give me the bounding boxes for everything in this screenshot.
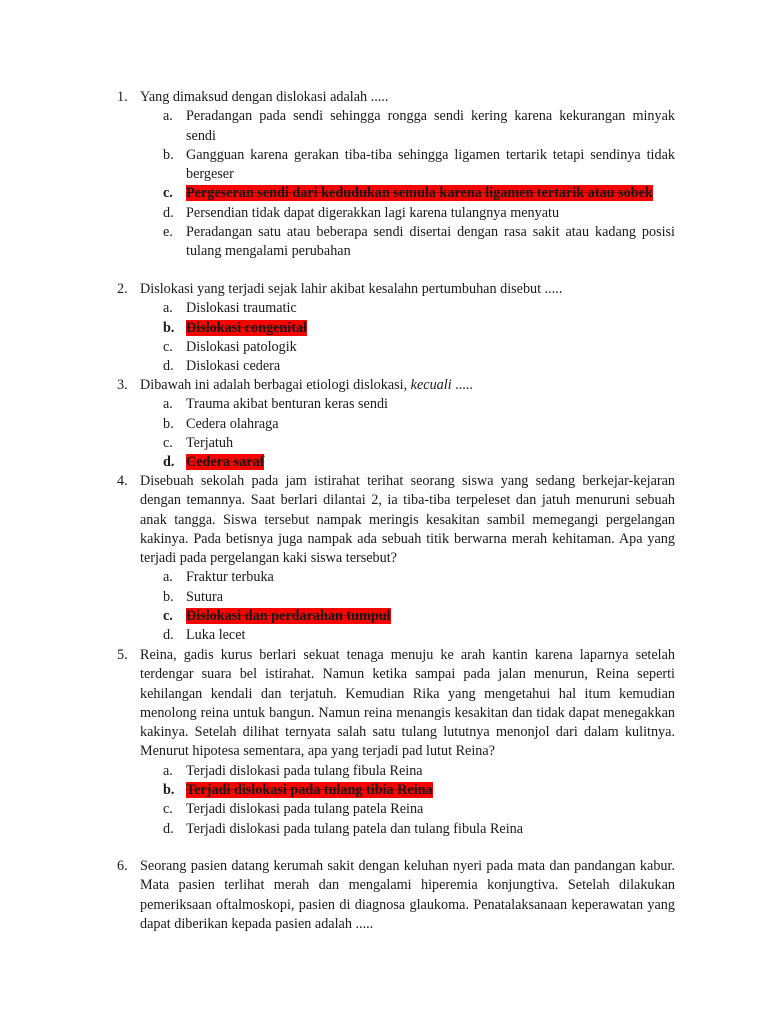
option-letter: a.: [163, 300, 173, 317]
highlighted-answer-text: Cedera saraf: [186, 454, 265, 471]
answer-option-correct: [163, 453, 675, 472]
question-number: 2.: [117, 281, 128, 297]
option-letter: c.: [163, 801, 173, 818]
option-letter: b.: [163, 319, 175, 336]
question-text: [140, 280, 675, 299]
option-letter: d.: [163, 204, 174, 221]
option-letter: d.: [163, 358, 174, 375]
answer-options: [117, 762, 675, 839]
option-letter: a.: [163, 108, 173, 125]
question-text: [140, 376, 675, 395]
question-number: 3.: [117, 377, 128, 393]
question-text-main: Disebuah sekolah pada jam istirahat terihat seorang siswa yang sedang berkejar-kejaran dengan temannya. Saat berlari dilantai 2, ia tiba-tiba terpeleset dan jatuh menuruni sebuah anak tangga. Siswa tersebut nampak meringis kesakitan sambil memegangi pergelangan kakinya. Pada betisnya juga nampak ada sebuah titik berwarna merah kehitaman. Apa yang terjadi pada pergelangan kaki siswa tersebut?: [140, 473, 675, 567]
option-text: Persendian tidak dapat digerakkan lagi karena tulangnya menyatu: [186, 204, 560, 221]
option-letter: a.: [163, 762, 173, 779]
option-letter: d.: [163, 454, 175, 471]
option-text: Fraktur terbuka: [186, 569, 274, 586]
answer-option: [163, 626, 675, 645]
answer-option: [163, 588, 675, 607]
question-text-main: Seorang pasien datang kerumah sakit dengan keluhan nyeri pada mata dan pandangan kabur. Mata pasien terlihat merah dan mengalami hiperemia konjungtiva. Setelah dilakukan pemeriksaan oftalmoskopi, pasien di diagnosa glaukoma. Penatalaksanaan keperawatan yang dapat diberikan kepada pasien adalah .....: [140, 858, 675, 932]
answer-option: [163, 762, 675, 781]
answer-option-correct: [163, 319, 675, 338]
highlighted-answer-text: Dislokasi dan perdarahan tumpul: [186, 608, 391, 625]
question-text: [140, 472, 675, 568]
option-letter: a.: [163, 569, 173, 586]
option-letter: c.: [163, 338, 173, 355]
question-3: [117, 376, 675, 472]
answer-option-correct: [163, 184, 675, 203]
question-number: 6.: [117, 858, 128, 874]
question-1: [117, 88, 675, 262]
question-text-main: Reina, gadis kurus berlari sekuat tenaga menuju ke arah kantin karena laparnya setelah terdengar suara bel istirahat. Namun ketika sampai pada jalan menurun, Reina seperti kehilangan kendali dan terjatuh. Kemudian Rika yang mengetahui hal itum kemudian menolong reina untuk bangun. Namun reina menangis kesakitan dan tidak dapat menegakkan kakinya. Setelah dilihat ternyata salah satu tulang lututnya menonjol dari dalam kulitnya. Menurut hipotesa sementara, apa yang terjadi pad lutut Reina?: [140, 647, 675, 760]
option-text: Terjatuh: [186, 434, 234, 451]
highlighted-answer-text: Terjadi dislokasi pada tulang tibia Reina: [186, 782, 433, 799]
answer-option: [163, 338, 675, 357]
option-text: Dislokasi patologik: [186, 338, 297, 355]
answer-option: [163, 357, 675, 376]
option-letter: c.: [163, 434, 173, 451]
question-text-main: Dibawah ini adalah berbagai etiologi dislokasi,: [140, 377, 411, 393]
option-text: Peradangan satu atau beberapa sendi disertai dengan rasa sakit atau kadang posisi tulang mengalami perubahan: [186, 224, 675, 260]
option-letter: b.: [163, 588, 174, 605]
answer-option: [163, 820, 675, 839]
option-letter: c.: [163, 185, 173, 202]
option-letter: b.: [163, 146, 174, 163]
answer-option: [163, 146, 675, 185]
answer-options: [117, 299, 675, 376]
question-text: [140, 857, 675, 934]
question-number: 5.: [117, 647, 128, 663]
option-letter: e.: [163, 224, 173, 241]
answer-option: [163, 415, 675, 434]
question-text-main: Dislokasi yang terjadi sejak lahir akibat kesalahn pertumbuhan disebut .....: [140, 281, 563, 297]
option-text: Dislokasi cedera: [186, 358, 281, 375]
highlighted-answer-text: Pergeseran sendi dari kedudukan semula karena ligamen tertarik atau sobek: [186, 185, 653, 202]
option-text: Gangguan karena gerakan tiba-tiba sehingga ligamen tertarik tetapi sendinya tidak bergeser: [186, 146, 675, 183]
answer-option-correct: [163, 781, 675, 800]
answer-option: [163, 800, 675, 819]
question-2: [117, 280, 675, 376]
question-text-emphasis: kecuali: [410, 377, 452, 393]
question-6: [117, 857, 675, 934]
question-text-tail: .....: [451, 377, 473, 393]
answer-options: [117, 107, 675, 261]
answer-option: [163, 204, 675, 223]
answer-options: [117, 395, 675, 472]
highlighted-answer-text: Dislokasi congenital: [186, 319, 308, 336]
option-text: Terjadi dislokasi pada tulang patela dan tulang fibula Reina: [186, 820, 524, 837]
option-text: Terjadi dislokasi pada tulang patela Reina: [186, 801, 424, 818]
option-letter: b.: [163, 782, 175, 799]
option-text: Terjadi dislokasi pada tulang fibula Reina: [186, 762, 423, 779]
option-text: Peradangan pada sendi sehingga rongga sendi kering karena kekurangan minyak sendi: [186, 108, 675, 144]
option-text: Cedera olahraga: [186, 415, 279, 432]
answer-option: [163, 107, 675, 146]
answer-option: [163, 434, 675, 453]
option-letter: d.: [163, 820, 174, 837]
option-text: Sutura: [186, 588, 224, 605]
option-text: Trauma akibat benturan keras sendi: [186, 396, 388, 413]
answer-option: [163, 223, 675, 262]
answer-option-correct: [163, 607, 675, 626]
option-letter: d.: [163, 627, 174, 644]
answer-options: [117, 568, 675, 645]
option-text: Dislokasi traumatic: [186, 300, 297, 317]
answer-option: [163, 568, 675, 587]
question-text: [140, 646, 675, 762]
answer-option: [163, 299, 675, 318]
question-text-main: Yang dimaksud dengan dislokasi adalah .....: [140, 89, 389, 105]
question-number: 1.: [117, 89, 128, 105]
answer-option: [163, 395, 675, 414]
option-letter: a.: [163, 396, 173, 413]
question-number: 4.: [117, 473, 128, 489]
option-text: Luka lecet: [186, 627, 246, 644]
question-5: [117, 646, 675, 839]
question-text: [140, 88, 675, 107]
option-letter: b.: [163, 415, 174, 432]
question-4: [117, 472, 675, 646]
option-letter: c.: [163, 608, 173, 625]
